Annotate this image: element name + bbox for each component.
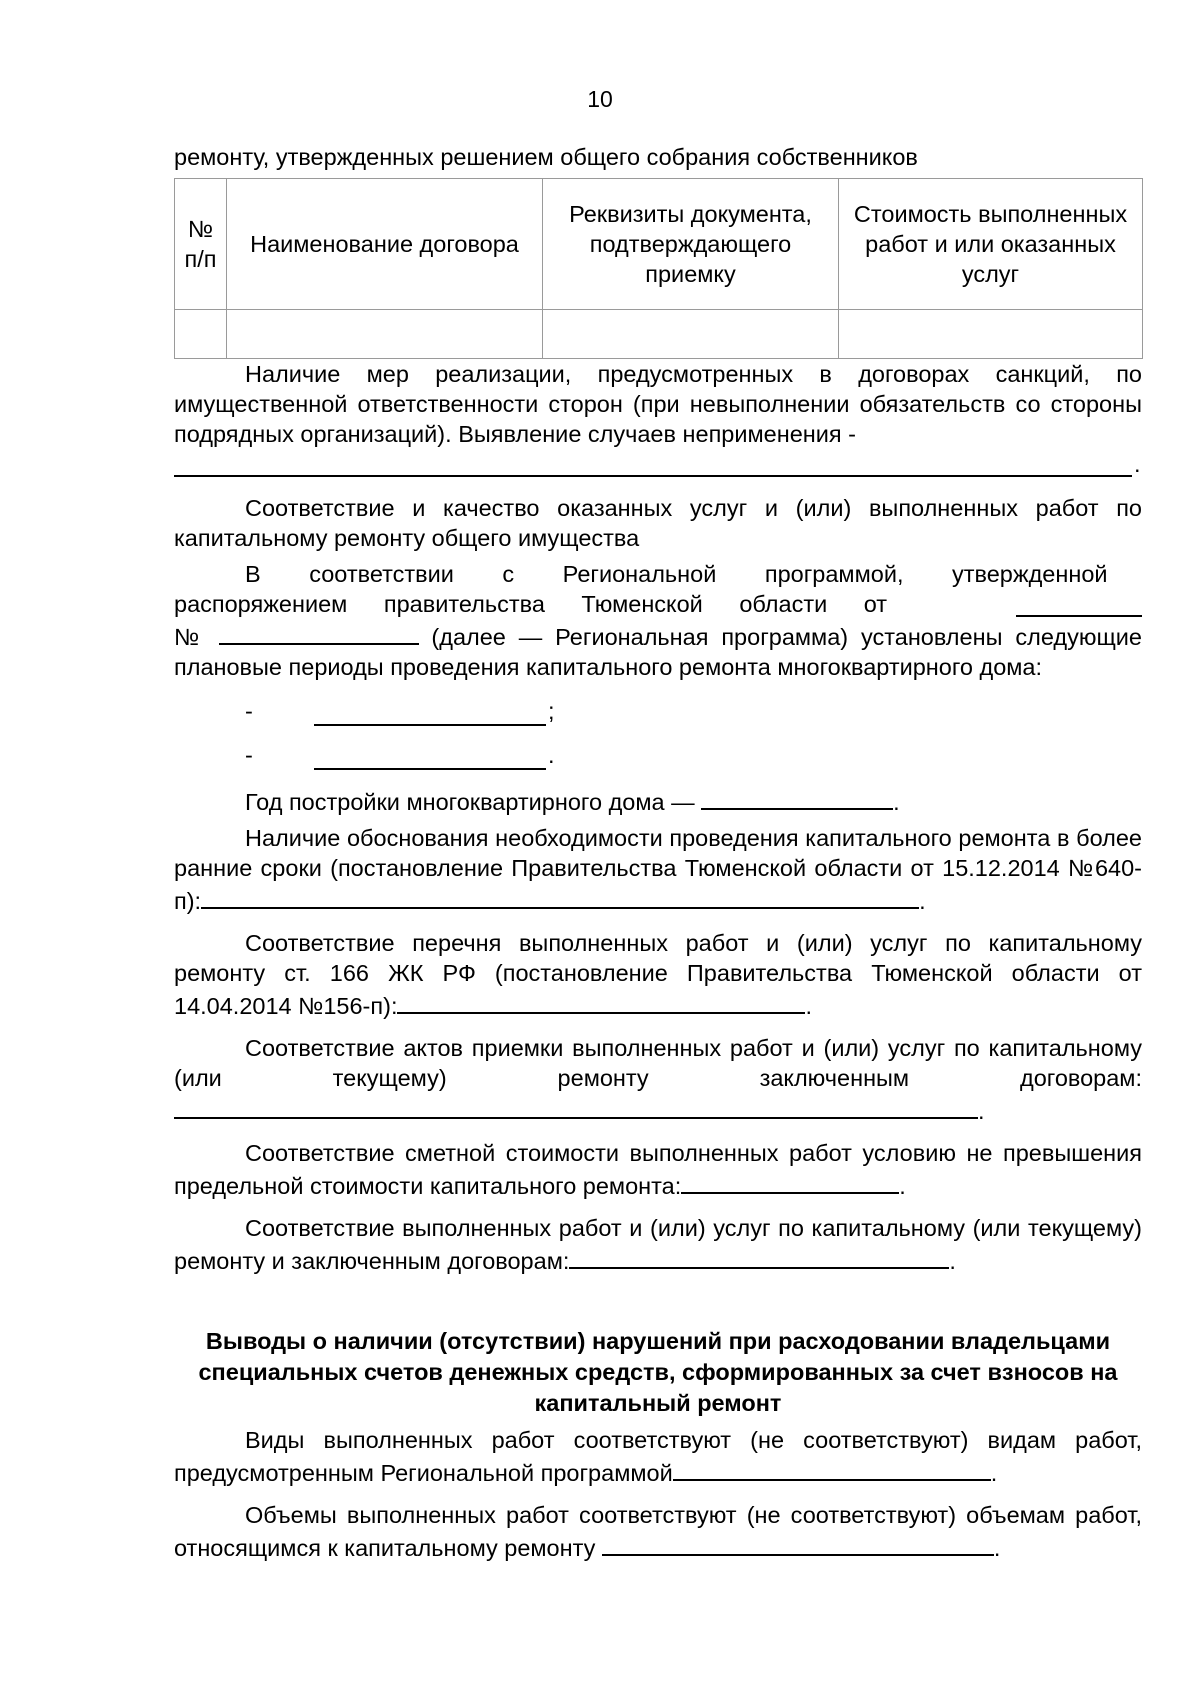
page-content <box>174 142 1142 1563</box>
program-line-1: В соответствии с Региональной программой, утвержденной <box>245 561 1108 587</box>
volumes-fill <box>602 1530 994 1556</box>
acts-paragraph: Соответствие актов приемки выполненных работ и (или) услуг по капитальному (или текущему) ремонту заключенным договорам:. <box>174 1035 1142 1124</box>
early-repair-fill <box>201 883 919 909</box>
program-date-fill <box>1016 591 1142 617</box>
period-item-2: - . <box>245 742 555 768</box>
works-list-fill <box>397 988 805 1014</box>
table-cell <box>839 310 1143 359</box>
acts-table <box>174 178 1143 359</box>
build-year-fill <box>701 784 893 810</box>
early-repair-paragraph: Наличие обоснования необходимости проведения капитального ремонта в более ранние сроки (постановление Правительства Тюменской области от 15.12.2014 №640-п): . <box>174 825 1142 914</box>
sanctions-paragraph <box>174 359 1142 449</box>
program-number-fill <box>219 619 419 645</box>
intro-text: ремонту, утвержденных решением общего собрания собственников <box>174 144 918 170</box>
conclusions-heading: Выводы о наличии (отсутствии) нарушений при расходовании владельцами специальных счетов денежных средств, сформированных за счет взносов на капитальный ремонт <box>198 1328 1118 1416</box>
program-paragraph <box>174 559 1142 682</box>
col-document-details: Реквизиты документа, подтверждающего приемку <box>543 179 839 310</box>
quality-paragraph: Соответствие и качество оказанных услуг и (или) выполненных работ по капитальному ремонту общего имущества <box>174 495 1142 551</box>
works-list-paragraph: Соответствие перечня выполненных работ и (или) услуг по капитальному ремонту ст. 166 ЖК РФ (постановление Правительства Тюменской области от 14.04.2014 №156-п): . <box>174 930 1142 1019</box>
page-number: 10 <box>587 86 613 112</box>
program-line-3: (далее — Региональная программа) установлены следующие плановые периоды проведения капитального ремонта многоквартирного дома: <box>174 624 1142 680</box>
types-fill <box>673 1455 991 1481</box>
program-line-2: распоряжением правительства Тюменской области от <box>174 591 888 617</box>
table-cell <box>227 310 543 359</box>
estimate-fill <box>681 1168 899 1194</box>
col-cost: Стоимость выполненных работ и или оказанных услуг <box>839 179 1143 310</box>
col-number: № п/п <box>175 179 227 310</box>
table-header-row <box>175 179 1143 310</box>
sanctions-text: Наличие мер реализации, предусмотренных в договорах санкций, по имущественной ответственности сторон (при невыполнении обязательств со стороны подрядных организаций). Выявление случаев неприменения - <box>174 361 1142 447</box>
period-item-1: - ; <box>245 698 555 724</box>
table-cell <box>175 310 227 359</box>
sanctions-fill-line <box>174 447 1132 477</box>
sanctions-period: . <box>1134 451 1141 477</box>
contracts-paragraph: Соответствие выполненных работ и (или) услуг по капитальному (или текущему) ремонту и заключенным договорам: . <box>174 1215 1142 1274</box>
types-paragraph: Виды выполненных работ соответствуют (не соответствуют) видам работ, предусмотренным Региональной программой . <box>174 1427 1142 1486</box>
acts-fill <box>174 1093 978 1119</box>
sanctions-fill-row <box>174 449 1142 483</box>
estimate-paragraph: Соответствие сметной стоимости выполненных работ условию не превышения предельной стоимости капитального ремонта: . <box>174 1140 1142 1199</box>
table-cell <box>543 310 839 359</box>
program-no-sign: № <box>174 624 206 650</box>
volumes-paragraph: Объемы выполненных работ соответствуют (не соответствуют) объемам работ, относящимся к капитальному ремонту . <box>174 1502 1142 1561</box>
col-contract-name: Наименование договора <box>227 179 543 310</box>
period-fill-2 <box>314 744 546 770</box>
contracts-fill <box>569 1243 949 1269</box>
build-year-paragraph: Год постройки многоквартирного дома — . <box>174 784 1142 817</box>
period-fill-1 <box>314 700 546 726</box>
table-row <box>175 310 1143 359</box>
